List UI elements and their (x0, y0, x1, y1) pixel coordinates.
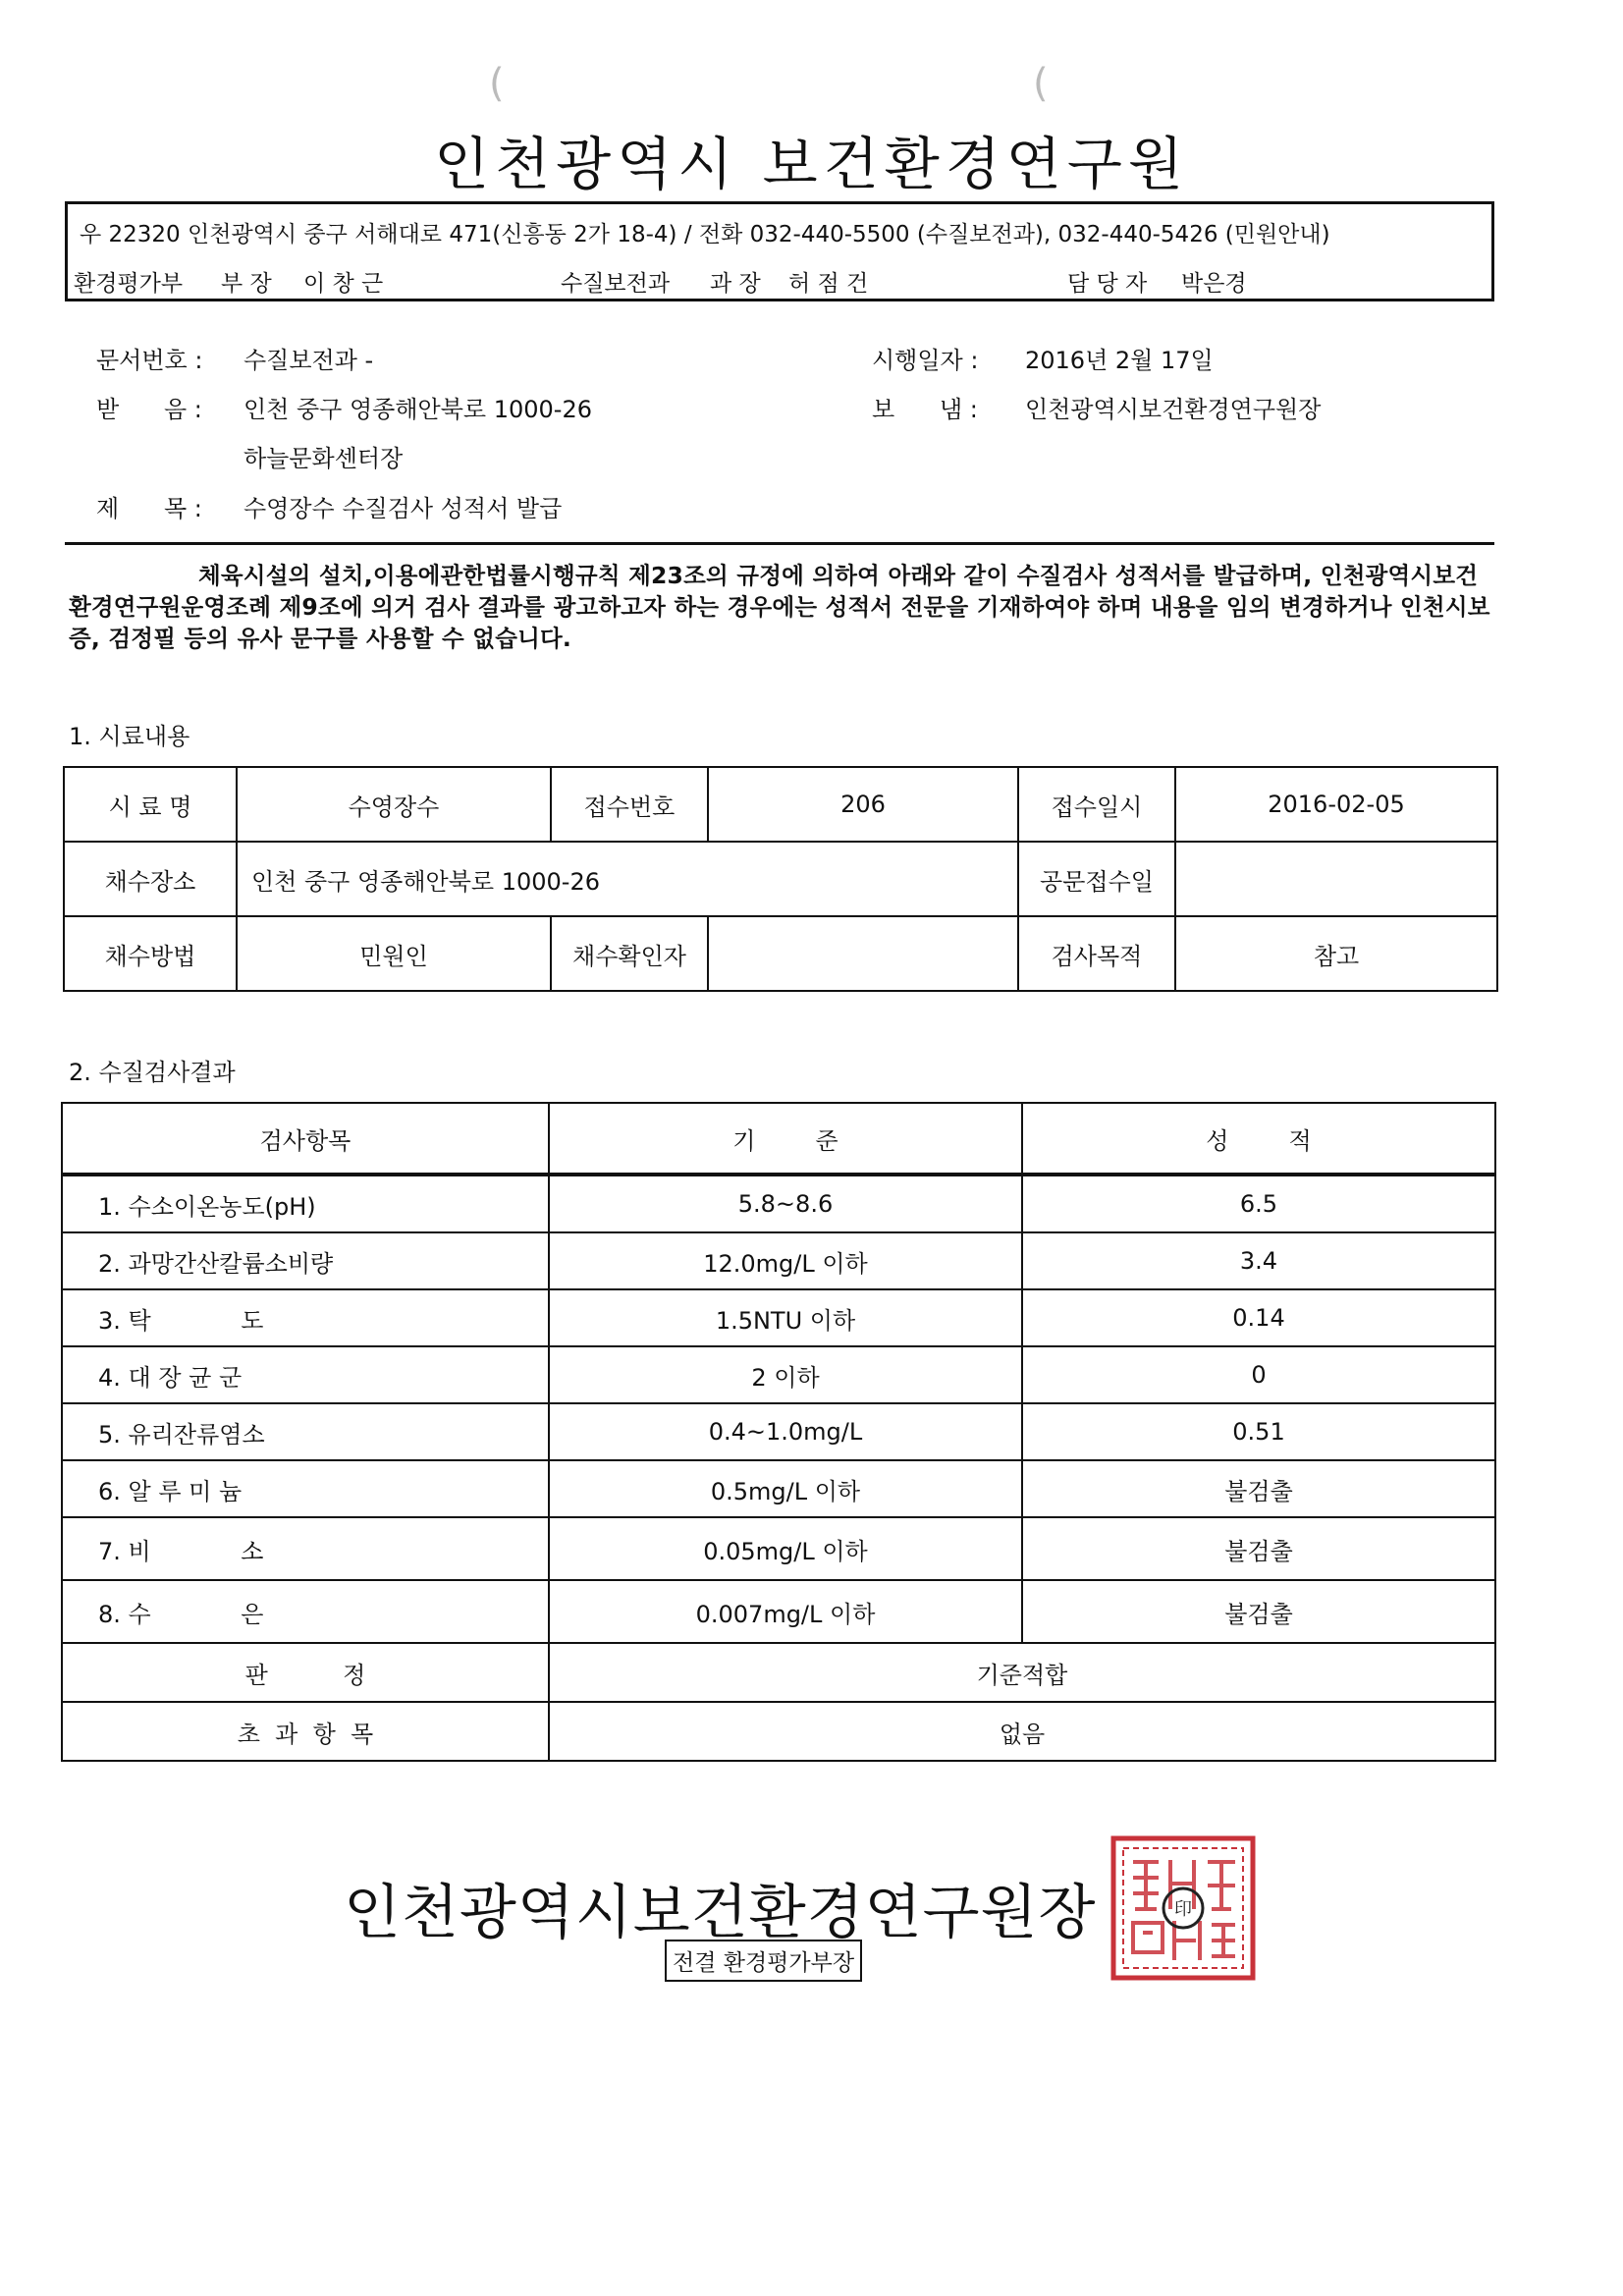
result-cell: 0.51 (1022, 1403, 1495, 1460)
location-label: 채수장소 (64, 842, 237, 916)
standard-cell: 1.5NTU 이하 (549, 1289, 1022, 1346)
official-date (1175, 842, 1497, 916)
sample-name: 수영장수 (237, 767, 551, 842)
recipient-name: 하늘문화센터장 (243, 445, 404, 472)
table-row (62, 1517, 1495, 1580)
result-cell: 불검출 (1022, 1580, 1495, 1643)
standard-cell: 2 이하 (549, 1346, 1022, 1403)
table-row (62, 1232, 1495, 1289)
sample-info-table (63, 766, 1498, 992)
table-row (62, 1175, 1495, 1232)
item-cell: 6. 알 루 미 늄 (62, 1460, 549, 1517)
punch-mark-left: ( (489, 61, 505, 106)
col-standard-header: 기 준 (549, 1103, 1022, 1175)
purpose: 참고 (1175, 916, 1497, 991)
item-cell: 2. 과망간산칼륨소비량 (62, 1232, 549, 1289)
section2-heading: 2. 수질검사결과 (69, 1059, 236, 1086)
official-seal-icon (1109, 1834, 1257, 1982)
standard-cell: 0.4~1.0mg/L (549, 1403, 1022, 1460)
standard-cell: 0.5mg/L 이하 (549, 1460, 1022, 1517)
judgement-label: 판 정 (62, 1643, 549, 1702)
location: 인천 중구 영종해안북로 1000-26 (237, 842, 1018, 916)
official-date-label: 공문접수일 (1018, 842, 1175, 916)
svg-text:印: 印 (1174, 1899, 1192, 1920)
result-cell: 불검출 (1022, 1517, 1495, 1580)
punch-mark-right: ( (1033, 61, 1049, 106)
purpose-label: 검사목적 (1018, 916, 1175, 991)
judgement: 기준적합 (549, 1643, 1495, 1702)
item-cell: 4. 대 장 균 군 (62, 1346, 549, 1403)
item-cell: 3. 탁 도 (62, 1289, 549, 1346)
method: 민원인 (237, 916, 551, 991)
standard-cell: 0.007mg/L 이하 (549, 1580, 1022, 1643)
document-title: 인천광역시 보건환경연구원 (434, 131, 1189, 197)
item-cell: 1. 수소이온농도(pH) (62, 1175, 549, 1232)
col-item-header: 검사항목 (62, 1103, 549, 1175)
subject-label: 제 목 : (96, 495, 202, 522)
dept1-label: 환경평가부 (74, 271, 184, 297)
receipt-date-label: 접수일시 (1018, 767, 1175, 842)
doc-no-label: 문서번호 : (96, 347, 203, 374)
issue-date: 2016년 2월 17일 (1025, 347, 1214, 374)
date-label: 시행일자 : (872, 347, 979, 374)
dept2-position: 과 장 (710, 271, 761, 297)
receipt-no: 206 (708, 767, 1018, 842)
standard-cell: 12.0mg/L 이하 (549, 1232, 1022, 1289)
staff-label: 담 당 자 (1067, 271, 1148, 297)
table-row (62, 1403, 1495, 1460)
results-table (61, 1102, 1496, 1762)
table-row (62, 1580, 1495, 1643)
result-cell: 0.14 (1022, 1289, 1495, 1346)
notice-paragraph: 체육시설의 설치,이용에관한법률시행규칙 제23조의 규정에 의하여 아래와 같이 수질검사 성적서를 발급하며, 인천광역시보건환경연구원운영조례 제9조에 의거 검사 결과를 광고하고자 하는 경우에는 성적서 전문을 기재하여야 하며 내용을 임의 변경하거나 인천시보증, 검정필 등의 유사 문구를 사용할 수 없습니다. (69, 562, 1490, 652)
dept1-position: 부 장 (221, 271, 272, 297)
sender-label: 보 냄 : (872, 396, 978, 423)
exceed-label: 초 과 항 목 (62, 1702, 549, 1761)
confirmer (708, 916, 1018, 991)
col-result-header: 성 적 (1022, 1103, 1495, 1175)
doc-no: 수질보전과 - (243, 347, 374, 374)
section1-heading: 1. 시료내용 (69, 723, 190, 750)
sample-name-label: 시 료 명 (64, 767, 237, 842)
method-label: 채수방법 (64, 916, 237, 991)
result-cell: 0 (1022, 1346, 1495, 1403)
confirmer-label: 채수확인자 (551, 916, 708, 991)
issuer-title: 인천광역시보건환경연구원장 (344, 1879, 1097, 1947)
dept2-name: 허 점 건 (788, 271, 869, 297)
table-row (64, 767, 1497, 842)
address-line: 우 22320 인천광역시 중구 서해대로 471(신흥동 2가 18-4) / 전화 032-440-5500 (수질보전과), 032-440-5426 (민원안내) (80, 222, 1330, 247)
exceed-items: 없음 (549, 1702, 1495, 1761)
table-row (62, 1346, 1495, 1403)
sender: 인천광역시보건환경연구원장 (1025, 396, 1322, 423)
dept2-label: 수질보전과 (561, 271, 671, 297)
recipient-label: 받 음 : (96, 396, 202, 423)
divider (65, 542, 1494, 545)
receipt-no-label: 접수번호 (551, 767, 708, 842)
subject: 수영장수 수질검사 성적서 발급 (243, 495, 563, 522)
item-cell: 5. 유리잔류염소 (62, 1403, 549, 1460)
approval-box: 전결 환경평가부장 (665, 1940, 862, 1982)
table-row (62, 1460, 1495, 1517)
result-cell: 불검출 (1022, 1460, 1495, 1517)
result-cell: 3.4 (1022, 1232, 1495, 1289)
standard-cell: 5.8~8.6 (549, 1175, 1022, 1232)
seal-graphic (1109, 1834, 1257, 1982)
item-cell: 7. 비 소 (62, 1517, 549, 1580)
recipient-address: 인천 중구 영종해안북로 1000-26 (243, 396, 593, 423)
dept1-name: 이 창 근 (303, 271, 384, 297)
header-box (65, 201, 1494, 301)
table-row (64, 916, 1497, 991)
staff-name: 박은경 (1181, 271, 1247, 297)
table-header-row (62, 1103, 1495, 1175)
table-row (64, 842, 1497, 916)
exceed-row (62, 1702, 1495, 1761)
table-row (62, 1289, 1495, 1346)
standard-cell: 0.05mg/L 이하 (549, 1517, 1022, 1580)
judgement-row (62, 1643, 1495, 1702)
item-cell: 8. 수 은 (62, 1580, 549, 1643)
receipt-date: 2016-02-05 (1175, 767, 1497, 842)
result-cell: 6.5 (1022, 1175, 1495, 1232)
